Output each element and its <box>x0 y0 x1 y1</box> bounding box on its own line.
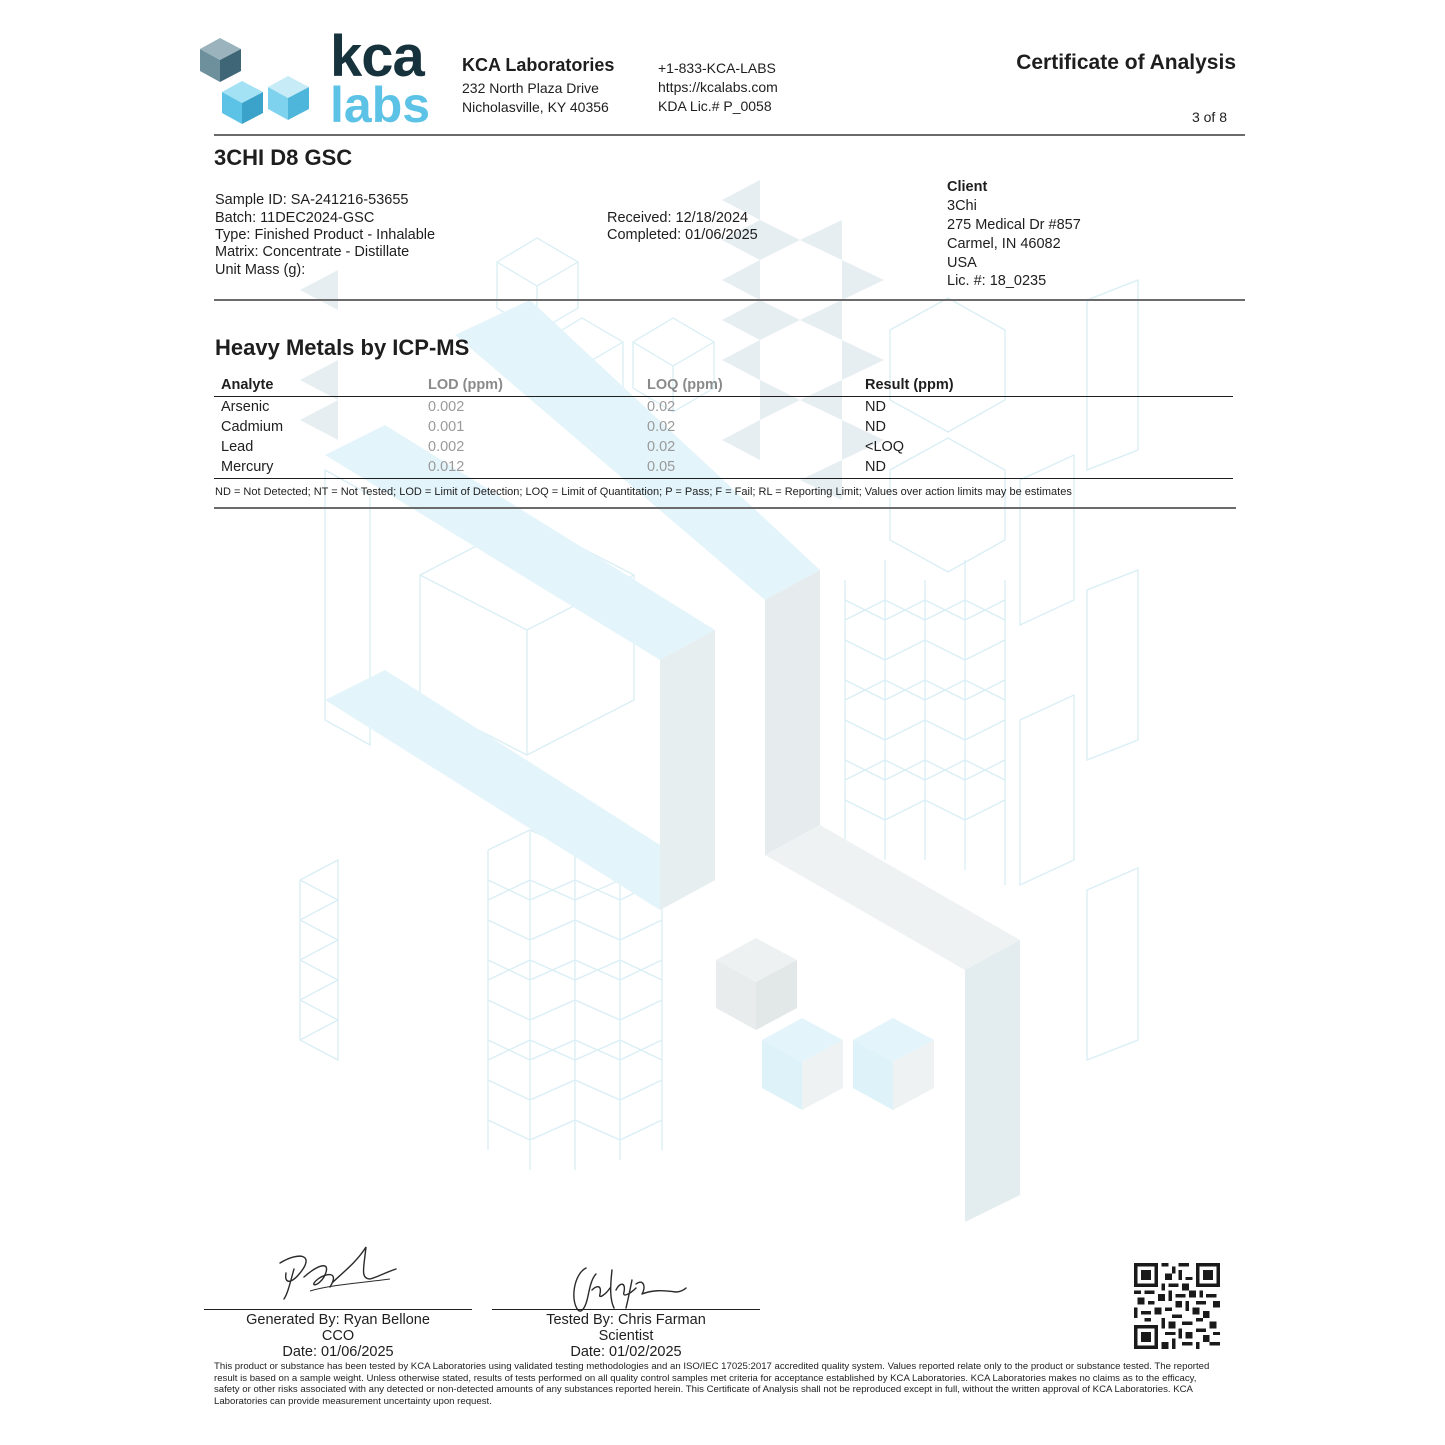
generated-date: Date: 01/06/2025 <box>282 1344 394 1360</box>
loq-cell: 0.02 <box>647 419 676 435</box>
generated-by: Generated By: Ryan Bellone <box>246 1312 430 1328</box>
tested-by: Tested By: Chris Farman <box>546 1312 706 1328</box>
table-bottom-divider <box>214 478 1233 479</box>
analyte-cell: Lead <box>221 439 254 455</box>
analyte-cell: Mercury <box>221 459 274 475</box>
column-header-analyte: Analyte <box>221 377 274 393</box>
result-cell: ND <box>865 419 886 435</box>
result-cell: <LOQ <box>865 439 905 455</box>
lab-address-line1: 232 North Plaza Drive <box>462 80 599 96</box>
abbreviation-legend: ND = Not Detected; NT = Not Tested; LOD = Limit of Detection; LOQ = Limit of Quantitation; P = Pass; F = Fail; RL = Reporting Limit; Values over action limits may be estimates <box>215 486 1072 498</box>
signature-chris-farman <box>566 1260 688 1316</box>
client-name: 3Chi <box>947 198 977 214</box>
lab-license: KDA Lic.# P_0058 <box>658 98 772 114</box>
analyte-cell: Arsenic <box>221 399 270 415</box>
received-date: Received: 12/18/2024 <box>607 210 749 226</box>
header-divider <box>214 134 1245 136</box>
loq-cell: 0.02 <box>647 439 676 455</box>
lab-website: https://kcalabs.com <box>658 79 778 95</box>
result-cell: ND <box>865 399 886 415</box>
sample-id: Sample ID: SA-241216-53655 <box>215 192 409 208</box>
client-city: Carmel, IN 46082 <box>947 236 1061 252</box>
column-header-result: Result (ppm) <box>865 377 954 393</box>
column-header-lod: LOD (ppm) <box>428 377 503 393</box>
signature-line-2 <box>492 1309 760 1310</box>
page-number: 3 of 8 <box>1191 109 1227 125</box>
lod-cell: 0.002 <box>428 439 465 455</box>
lod-cell: 0.001 <box>428 419 465 435</box>
completed-date: Completed: 01/06/2025 <box>607 227 758 243</box>
result-cell: ND <box>865 459 886 475</box>
sample-type: Type: Finished Product - Inhalable <box>215 227 436 243</box>
loq-cell: 0.02 <box>647 399 676 415</box>
lod-cell: 0.002 <box>428 399 465 415</box>
client-street: 275 Medical Dr #857 <box>947 217 1081 233</box>
product-name: 3CHI D8 GSC <box>214 145 353 170</box>
client-country: USA <box>947 255 977 271</box>
lod-cell: 0.012 <box>428 459 465 475</box>
info-divider <box>214 299 1245 301</box>
tested-by-title: Scientist <box>598 1328 654 1344</box>
sample-matrix: Matrix: Concentrate - Distillate <box>215 244 410 260</box>
column-header-loq: LOQ (ppm) <box>647 377 723 393</box>
logo-wordmark-top: kca <box>330 24 424 89</box>
section-divider <box>214 507 1236 509</box>
signature-line-1 <box>204 1309 472 1310</box>
tested-date: Date: 01/02/2025 <box>570 1344 682 1360</box>
document-title: Certificate of Analysis <box>1016 51 1236 74</box>
batch: Batch: 11DEC2024-GSC <box>215 210 375 226</box>
lab-address-line2: Nicholasville, KY 40356 <box>462 99 609 115</box>
logo-wordmark-bottom: labs <box>330 77 431 133</box>
signature-ryan-bellone <box>270 1243 410 1305</box>
client-license: Lic. #: 18_0235 <box>947 273 1047 289</box>
lab-phone: +1-833-KCA-LABS <box>658 60 776 76</box>
kca-logo-cubes-icon <box>198 36 318 128</box>
unit-mass: Unit Mass (g): <box>215 262 306 278</box>
qr-code-icon[interactable] <box>1134 1263 1220 1349</box>
disclaimer: This product or substance has been tested by KCA Laboratories using validated testing methodologies and an ISO/IEC 17025:2017 accredited quality system. Values reported relate only to the product or substance tested. The reported result is based on a sample weight. Unless otherwise stated, results of tests performed on all quality control samples met criteria for acceptance established by KCA Laboratories. KCA Laboratories makes no claims as to the efficacy, safety or other risks associated with any detected or non-detected amounts of any substances reported herein. This Certificate of Analysis shall not be reproduced except in full, without the written approval of KCA Laboratories. KCA Laboratories can provide measurement uncertainty upon request. <box>214 1361 1210 1407</box>
lab-name: KCA Laboratories <box>462 55 615 75</box>
loq-cell: 0.05 <box>647 459 676 475</box>
client-heading: Client <box>947 179 988 195</box>
table-header-divider <box>214 396 1233 397</box>
generated-by-title: CCO <box>321 1328 355 1344</box>
analyte-cell: Cadmium <box>221 419 284 435</box>
section-title: Heavy Metals by ICP-MS <box>215 335 470 360</box>
